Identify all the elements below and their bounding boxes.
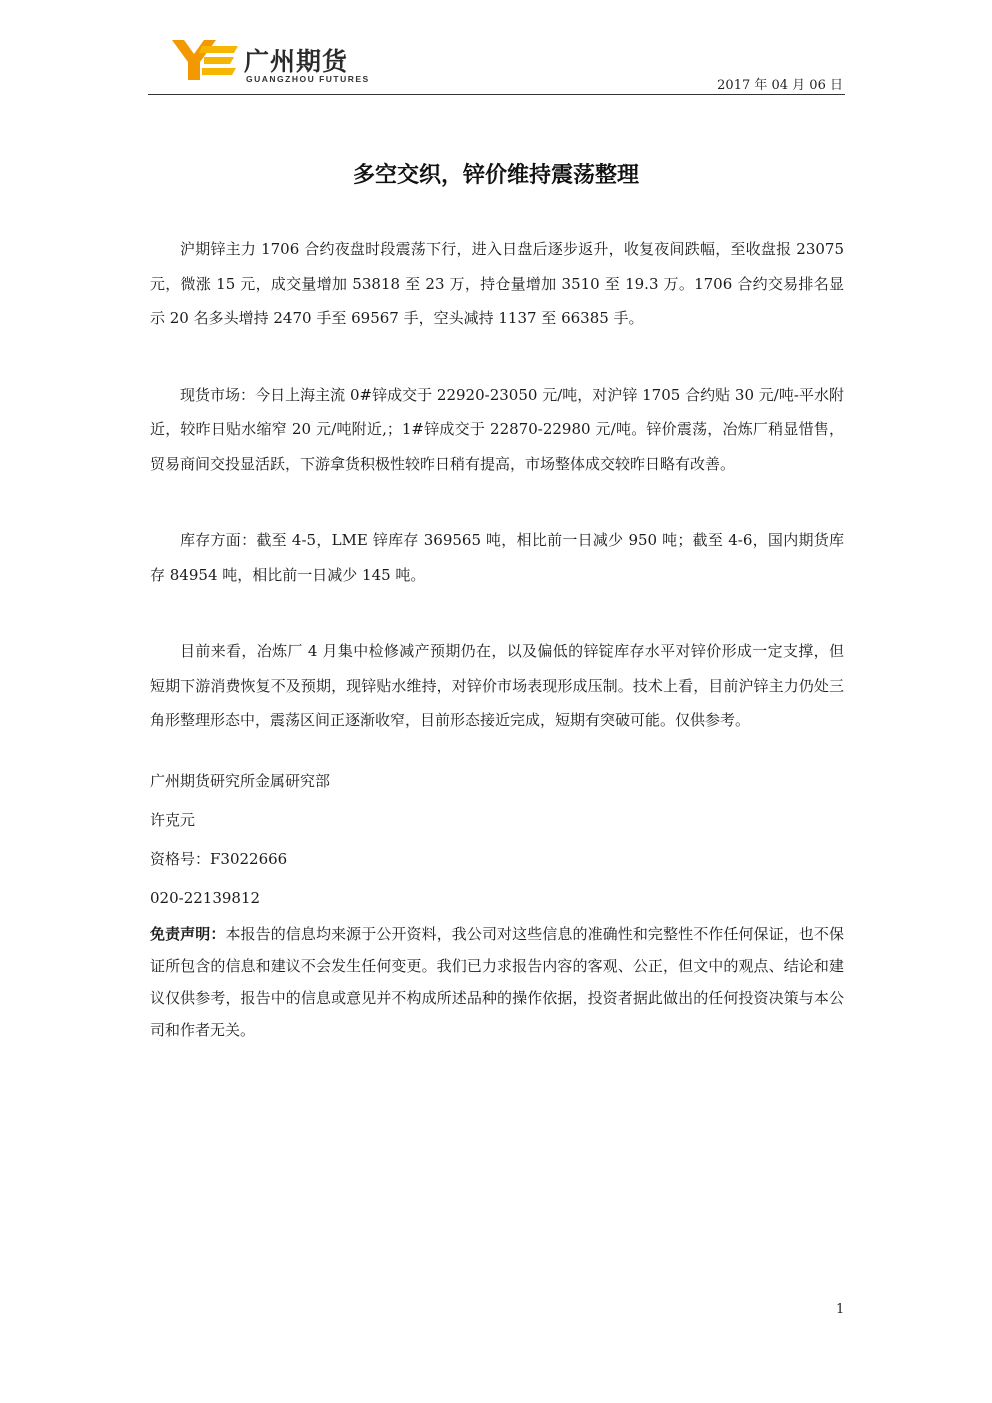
report-title: 多空交织，锌价维持震荡整理 bbox=[352, 163, 639, 188]
signature-author: 许克元 bbox=[150, 810, 196, 829]
disclaimer-text: 本报告的信息均来源于公开资料，我公司对这些信息的准确性和完整性不作任何保证，也不保证所包含的信息和建议不会发生任何变更。我们已力求报告内容的客观、公正，但文中的观点、结论和建议仅供参考，报告中的信息或意见并不构成所述品种的操作依据，投资者据此做出的任何投资决策与本公司和作者无关。 bbox=[150, 924, 844, 1039]
logo-mark-icon bbox=[172, 38, 238, 82]
signature-phone: 020-22139812 bbox=[150, 888, 261, 907]
report-body bbox=[150, 232, 844, 1046]
paragraph-outlook: 目前来看，冶炼厂 4 月集中检修减产预期仍在，以及偏低的锌锭库存水平对锌价形成一定支撑，但短期下游消费恢复不及预期，现锌贴水维持，对锌价市场表现形成压制。技术上看，目前沪锌主力仍处三角形整理形态中，震荡区间正逐渐收窄，目前形态接近完成，短期有突破可能。仅供参考。 bbox=[150, 642, 844, 729]
paragraph-futures: 沪期锌主力 1706 合约夜盘时段震荡下行，进入日盘后逐步返升，收复夜间跌幅，至收盘报 23075 元，微涨 15 元，成交量增加 53818 至 23 万，持仓量增加 3510 至 19.3 万。1706 合约交易排名显示 20 名多头增持 2470 手至 69567 手，空头减持 1137 至 66385 手。 bbox=[150, 240, 844, 327]
paragraph-spot-market: 现货市场：今日上海主流 0#锌成交于 22920-23050 元/吨，对沪锌 1705 合约贴 30 元/吨-平水附近，较昨日贴水缩窄 20 元/吨附近,；1#锌成交于 22870-22980 元/吨。锌价震荡，冶炼厂稍显惜售，贸易商间交投显活跃，下游拿货积极性较昨日稍有提高，市场整体成交较昨日略有改善。 bbox=[150, 385, 844, 473]
disclaimer-label: 免责声明： bbox=[150, 924, 226, 943]
report-date: 2017 年 04 月 06 日 bbox=[717, 78, 843, 93]
signature-department: 广州期货研究所金属研究部 bbox=[150, 771, 331, 790]
logo-text-cn: 广州期货 bbox=[244, 47, 349, 76]
logo-text-en: GUANGZHOU FUTURES bbox=[246, 74, 370, 84]
page-number: 1 bbox=[836, 1302, 845, 1317]
paragraph-inventory: 库存方面：截至 4-5，LME 锌库存 369565 吨，相比前一日减少 950 吨；截至 4-6，国内期货库存 84954 吨，相比前一日减少 145 吨。 bbox=[150, 531, 844, 584]
signature-license: 资格号：F3022666 bbox=[150, 849, 288, 868]
page-header bbox=[148, 30, 845, 95]
company-logo bbox=[172, 38, 402, 86]
disclaimer bbox=[150, 918, 844, 1046]
